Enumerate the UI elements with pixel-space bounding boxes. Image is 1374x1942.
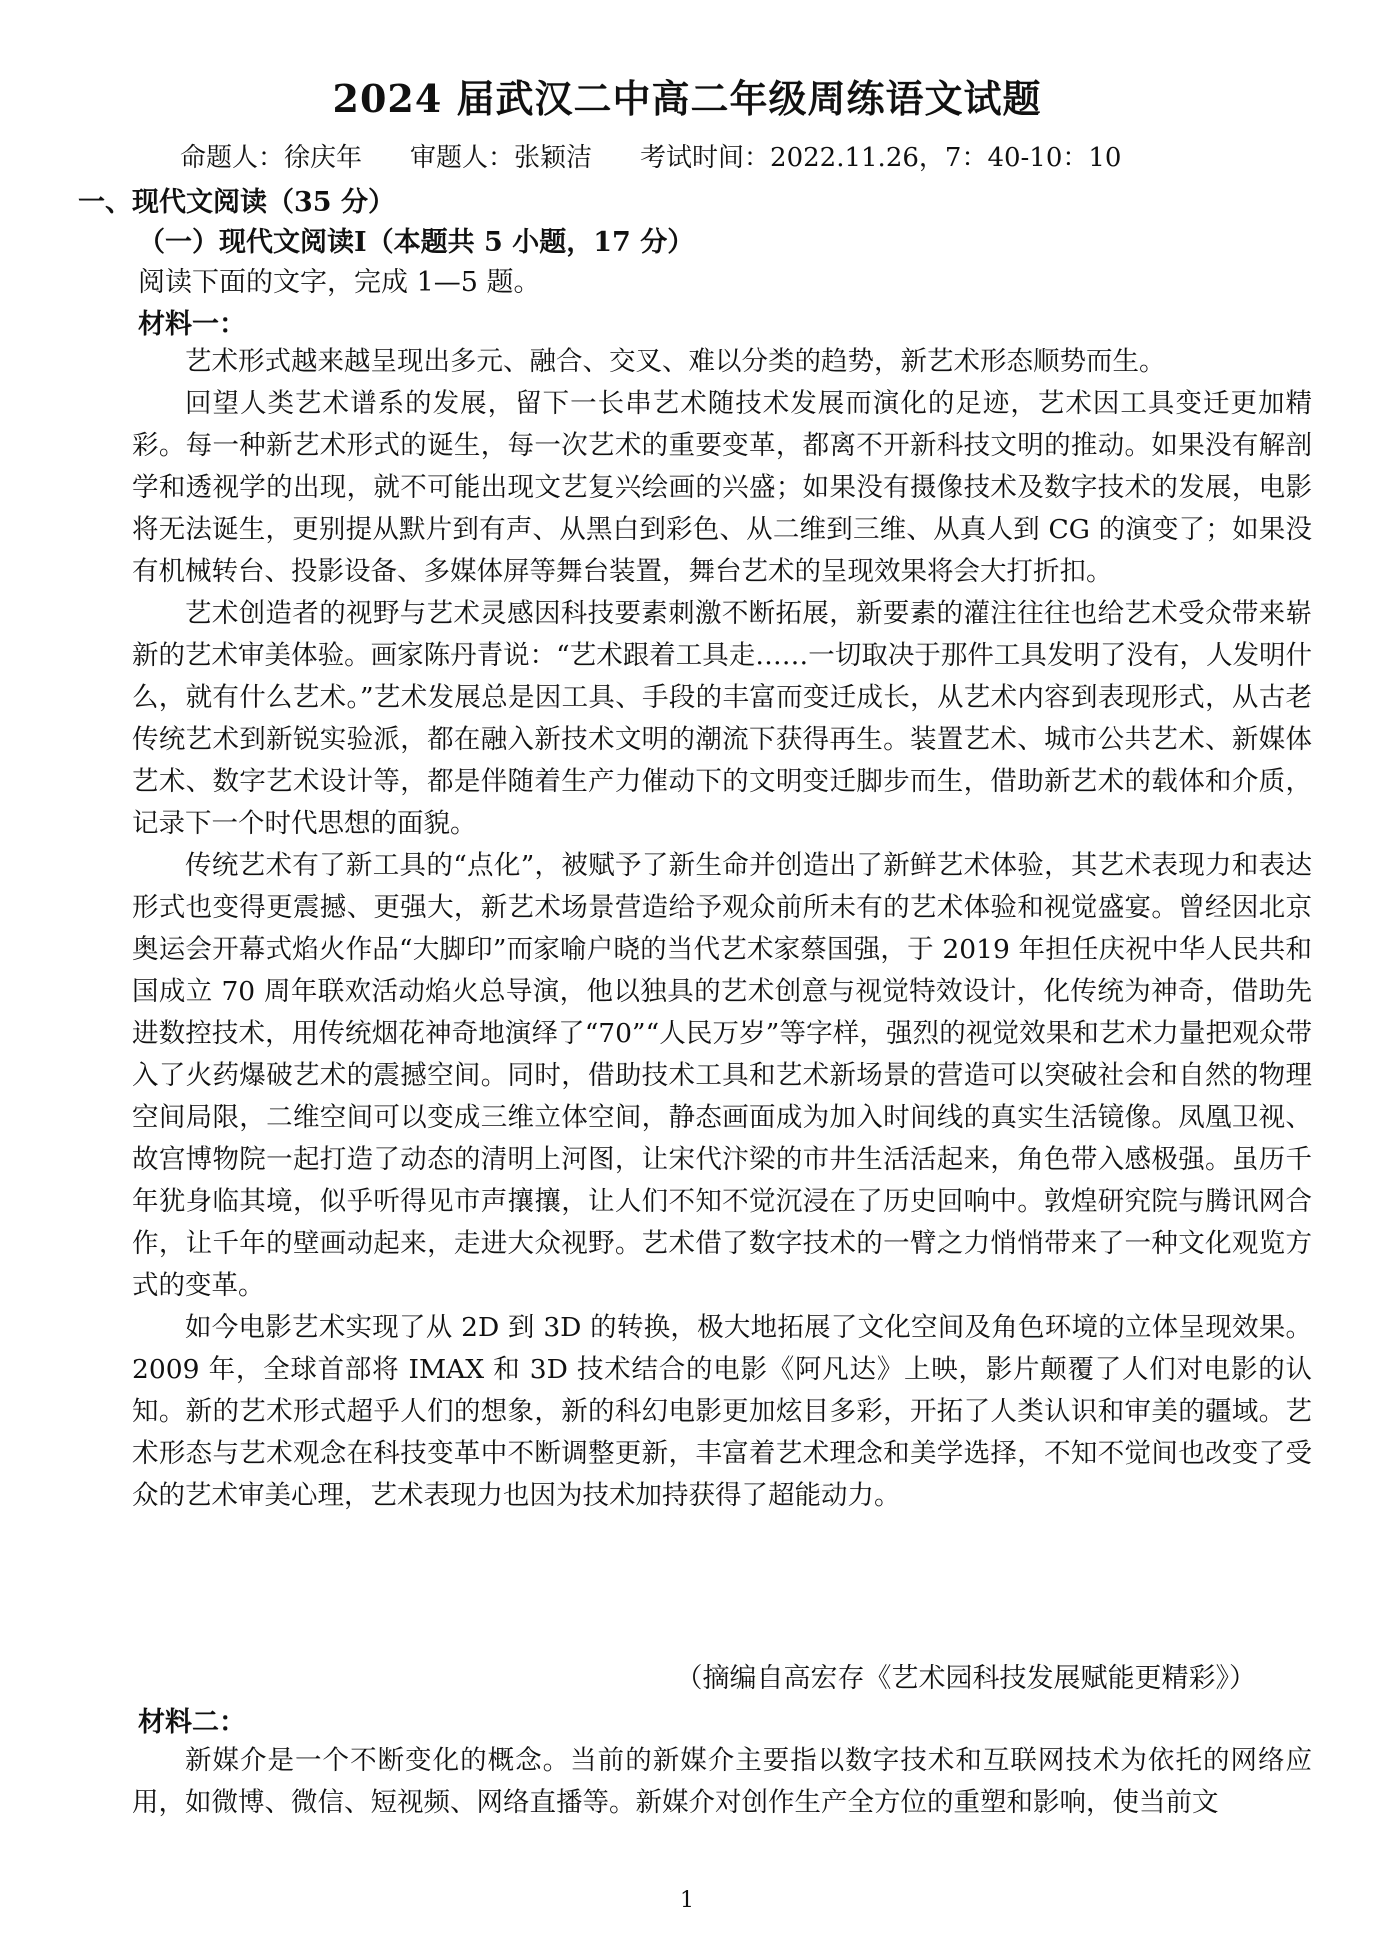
exam-time: 考试时间：2022.11.26，7：40-10：10 [640, 143, 1122, 173]
setter-info: 命题人：徐庆年 [180, 143, 363, 173]
material-two-text [132, 1740, 1312, 1824]
paragraph: 新媒介是一个不断变化的概念。当前的新媒介主要指以数字技术和互联网技术为依托的网络应用，如微博、微信、短视频、网络直播等。新媒介对创作生产全方位的重塑和影响，使当前文 [132, 1745, 1312, 1818]
material-one-source: （摘编自高宏存《艺术园科技发展赋能更精彩》） [675, 1663, 1256, 1694]
page-number: 1 [680, 1888, 694, 1913]
reviewer-info: 审题人：张颖洁 [410, 143, 593, 173]
material-two-label: 材料二： [138, 1707, 246, 1738]
page-title: 2024 届武汉二中高二年级周练语文试题 [332, 76, 1042, 121]
paragraph: 回望人类艺术谱系的发展，留下一长串艺术随技术发展而演化的足迹，艺术因工具变迁更加精彩。每一种新艺术形式的诞生，每一次艺术的重要变革，都离不开新科技文明的推动。如果没有解剖学和透视学的出现，就不可能出现文艺复兴绘画的兴盛；如果没有摄像技术及数字技术的发展，电影将无法诞生，更别提从默片到有声、从黑白到彩色、从二维到三维、从真人到 CG 的演变了；如果没有机械转台、投影设备、多媒体屏等舞台装置，舞台艺术的呈现效果将会大打折扣。 [132, 388, 1312, 587]
exam-meta [180, 137, 1121, 174]
material-one-label: 材料一： [138, 309, 246, 340]
reading-instruction: 阅读下面的文字，完成 1—5 题。 [138, 267, 541, 298]
subsection-heading: （一）现代文阅读Ⅰ（本题共 5 小题，17 分） [138, 227, 695, 258]
section-heading: 一、现代文阅读（35 分） [78, 187, 395, 218]
paragraph: 艺术创造者的视野与艺术灵感因科技要素刺激不断拓展，新要素的灌注往往也给艺术受众带来崭新的艺术审美体验。画家陈丹青说：“艺术跟着工具走……一切取决于那件工具发明了没有，人发明什么，就有什么艺术。”艺术发展总是因工具、手段的丰富而变迁成长，从艺术内容到表现形式，从古老传统艺术到新锐实验派，都在融入新技术文明的潮流下获得再生。装置艺术、城市公共艺术、新媒体艺术、数字艺术设计等，都是伴随着生产力催动下的文明变迁脚步而生，借助新艺术的载体和介质，记录下一个时代思想的面貌。 [132, 598, 1313, 839]
paragraph: 艺术形式越来越呈现出多元、融合、交叉、难以分类的趋势，新艺术形态顺势而生。 [185, 346, 1166, 377]
paragraph: 如今电影艺术实现了从 2D 到 3D 的转换，极大地拓展了文化空间及角色环境的立体呈现效果。2009 年，全球首部将 IMAX 和 3D 技术结合的电影《阿凡达》上映，影片颠覆了人们对电影的认知。新的艺术形式超乎人们的想象，新的科幻电影更加炫目多彩，开拓了人类认识和审美的疆域。艺术形态与艺术观念在科技变革中不断调整更新，丰富着艺术理念和美学选择，不知不觉间也改变了受众的艺术审美心理，艺术表现力也因为技术加持获得了超能动力。 [132, 1312, 1312, 1511]
material-one-text [132, 341, 1312, 1517]
paragraph: 传统艺术有了新工具的“点化”，被赋予了新生命并创造出了新鲜艺术体验，其艺术表现力和表达形式也变得更震撼、更强大，新艺术场景营造给予观众前所未有的艺术体验和视觉盛宴。曾经因北京奥运会开幕式焰火作品“大脚印”而家喻户晓的当代艺术家蔡国强，于 2019 年担任庆祝中华人民共和国成立 70 周年联欢活动焰火总导演，他以独具的艺术创意与视觉特效设计，化传统为神奇，借助先进数控技术，用传统烟花神奇地演绎了“70”“人民万岁”等字样，强烈的视觉效果和艺术力量把观众带入了火药爆破艺术的震撼空间。同时，借助技术工具和艺术新场景的营造可以突破社会和自然的物理空间局限，二维空间可以变成三维立体空间，静态画面成为加入时间线的真实生活镜像。凤凰卫视、故宫博物院一起打造了动态的清明上河图，让宋代汴梁的市井生活活起来，角色带入感极强。虽历千年犹身临其境，似乎听得见市声攘攘，让人们不知不觉沉浸在了历史回响中。敦煌研究院与腾讯网合作，让千年的壁画动起来，走进大众视野。艺术借了数字技术的一臂之力悄悄带来了一种文化观览方式的变革。 [132, 850, 1312, 1301]
